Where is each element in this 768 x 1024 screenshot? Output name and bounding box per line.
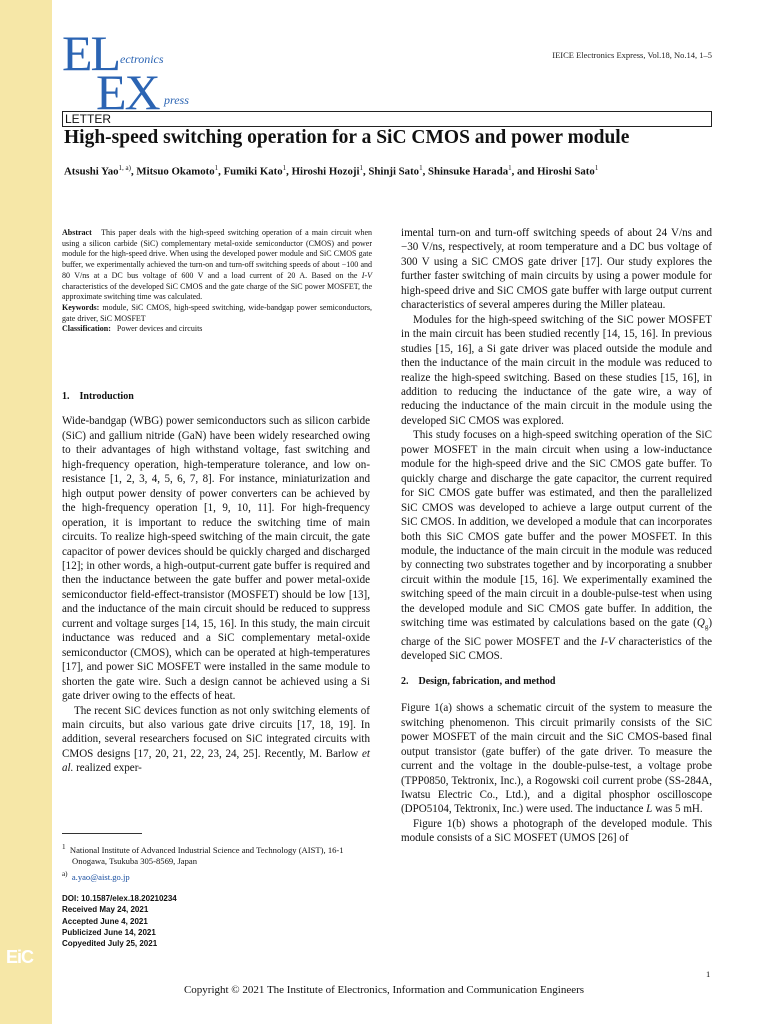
left-sidebar-band bbox=[0, 0, 52, 1024]
copyright-notice: Copyright © 2021 The Institute of Electronics, Information and Communication Engineers bbox=[183, 984, 585, 996]
footnote-affiliation: $^1$ National Institute of Advanced Industrial Science and Technology (AIST), 16-1 Onogawa, Tsukuba 305-8569, Japan bbox=[62, 843, 344, 866]
publicized-date: Publicized June 14, 2021 bbox=[62, 927, 156, 937]
paragraph: imental turn-on and turn-off switching speeds of about 24 V/ns and −30 V/ns, respectively, at room temperature and a DC bus voltage of 300 V using a SiC CMOS gate driver [17]. Our study explores the further faster switching of main circuits by using a power module for high-speed drive and SiC CMOS gate buffer with large output current characteristics of several amperes during the Miller plateau. bbox=[401, 227, 712, 312]
publication-dates bbox=[62, 893, 177, 949]
author-separator: , bbox=[218, 165, 224, 178]
footnotes bbox=[62, 842, 372, 883]
author-separator: , bbox=[422, 165, 428, 178]
paragraph: Modules for the high-speed switching of the SiC power MOSFET in the main circuit has been studied recently [14, 15, 16]. In previous studies [15, 16], a Si gate driver was placed outside the module and then the inductance of the main circuit in the module was reduced to realize the high-speed switching. Based on these studies [15, 16], in addition to reducing the inductance of the gate wire, a way of reducing the inductance of the main circuit in the module using the developed SiC CMOS was explored. bbox=[401, 313, 712, 427]
abstract-block bbox=[62, 228, 372, 335]
doi-link[interactable]: DOI: 10.1587/elex.18.20210234 bbox=[62, 894, 177, 903]
paragraph: Wide-bandgap (WBG) power semiconductors such as silicon carbide (SiC) and gallium nitride (GaN) have been widely researched owing to their advantages of high withstand voltage, fast switching and high-frequency operation, high-temperature tolerance, and low on-resistance [1, 2, 3, 4, 5, 6, 7, 8]. For instance, miniaturization and high output power density of power converters can be achieved by the high-frequency operation [1, 9, 10, 11]. For high-frequency operation, it is important to reduce the switching time of main circuits. To realize high-speed switching of the main circuit, the gate capacitor of power devices should be quickly charged and discharged [12]; in other words, a high-output-current gate buffer is required and then the inductance between the gate buffer and power metal-oxide semiconductor field-effect-transistor (MOSFET) should be low [13], and the inductance of the main circuit should be reduced to suppress current and voltage surges [14, 15, 16]. In this study, the main circuit inductance was reduced and a SiC complementary metal-oxide semiconductor (CMOS), which can be operated at high-temperatures [17], and power SiC MOSFET were installed in the same module to shorten the gate wire. Such a design cannot be achieved using a Si gate driver owing to the effects of heat. bbox=[62, 415, 370, 703]
logo-el: EL bbox=[62, 25, 120, 81]
section-heading: 2. Design, fabrication, and method bbox=[401, 675, 556, 687]
copyedited-date: Copyedited July 25, 2021 bbox=[62, 939, 158, 949]
author-affiliation-mark: 1, a) bbox=[118, 164, 131, 172]
author-list bbox=[64, 164, 744, 178]
page-number: 1 bbox=[706, 969, 711, 979]
paragraph: The recent SiC devices function as not only switching elements of main circuits, but also various gate drive circuits [17, 18, 19]. In addition, several researchers focused on SiC integrated circuits with CMOS designs [17, 20, 21, 22, 23, 24, 25]. Recently, M. Barlow et al. realized exper- bbox=[62, 704, 370, 775]
author-name: Shinsuke Harada bbox=[427, 165, 509, 178]
author-affiliation-mark: 1 bbox=[419, 164, 423, 172]
paragraph: This study focuses on a high-speed switching operation of the SiC power MOSFET in the main circuit when using a low-inductance module for the high-speed drive and the SiC CMOS gate buffer. To quickly charge and discharge the gate capacitor, the current required for SiC CMOS gate buffer was estimated, and then the parallelized SiC CMOS was developed to achieve a large output current of the SiC CMOS. In addition, we developed a module that can incorporates both this SiC CMOS gate buffer and the power MOSFET. In this module, the inductance of the main circuit in the module was reduced by connecting two substrates together and by incorporating a snubber circuit within the module [15, 16]. We experimentally examined the switching speed of the main circuit in a double-pulse-test when using the developed module and SiC CMOS gate buffer. In addition, the switching time was estimated by calculations based on the gate $(Q_g)$ charge of the SiC power MOSFET and the I-V characteristics of the developed SiC CMOS. bbox=[401, 429, 712, 663]
logo-ectronics: ectronics bbox=[120, 52, 164, 66]
author-name: Hiroshi Hozoji bbox=[291, 165, 360, 178]
author-separator: , bbox=[362, 165, 369, 178]
author-separator: , bbox=[286, 165, 292, 178]
footnote-email: $^{a)}$ a.yao@aist.go.jp bbox=[62, 869, 130, 882]
author-name: Shinji Sato bbox=[368, 165, 420, 178]
right-column bbox=[401, 226, 712, 846]
classification-label: Classification: bbox=[62, 324, 111, 334]
author-affiliation-mark: 1 bbox=[594, 164, 599, 172]
paper-title: High-speed switching operation for a SiC CMOS and power module bbox=[64, 127, 630, 148]
author-separator: , bbox=[130, 165, 137, 178]
abstract-text-end: characteristics of the developed SiC CMOS and the gate charge of the SiC power MOSFET, the approximate switching time was calculated. bbox=[62, 281, 372, 302]
logo-press: press bbox=[164, 93, 189, 107]
email-link[interactable]: a.yao@aist.go.jp bbox=[71, 871, 130, 882]
logo-ex: EX bbox=[96, 64, 159, 120]
paragraph: Figure 1(b) shows a photograph of the developed module. This module consists of a SiC MOSFET (UMOS [26] of bbox=[401, 817, 712, 845]
paragraph: Figure 1(a) shows a schematic circuit of the system to measure the switching phenomenon. This circuit primarily consists of the SiC power MOSFET of the main circuit and the SiC CMOS-based final output transistor (gate buffer) of the gate driver. To measure the current and the voltage in the double-pulse-test, a voltage probe (TPP0850, Tektronix, Inc.), a Rogowski coil current probe (SS-284A, Iwatsu Electric Co., Ltd.), and a digital phosphor oscilloscope (DPO5104, Tektronix, Inc.) were used. The inductance L was 5 mH. bbox=[401, 702, 712, 816]
article-type-label: LETTER bbox=[62, 111, 712, 127]
author-name: Fumiki Kato bbox=[223, 165, 283, 178]
author-affiliation-mark: 1 bbox=[359, 164, 363, 172]
author-name: Mitsuo Okamoto bbox=[136, 165, 215, 178]
abstract-iv: I-V bbox=[361, 270, 372, 280]
author-affiliation-mark: 1 bbox=[508, 164, 512, 172]
keywords-text: module, SiC CMOS, high-speed switching, wide-bandgap power semiconductors, gate driver, SiC MOSFET bbox=[62, 302, 372, 323]
author-affiliation-mark: 1 bbox=[214, 164, 219, 172]
eic-logo: EiC bbox=[6, 947, 34, 967]
abstract-text: This paper deals with the high-speed switching operation of a main circuit when using a silicon carbide (SiC) complementary metal-oxide semiconductor (CMOS) and power module for the high-speed drive. When using the developed power module and SiC CMOS gate buffer, we experimentally achieved the turn-on and turn-off switching speeds of about −100 and 80 V/ns at a DC bus voltage of 600 V and a load current of 20 A. Based on the bbox=[62, 228, 372, 280]
footnote-divider bbox=[62, 833, 142, 834]
received-date: Received May 24, 2021 bbox=[62, 905, 149, 915]
author-separator: , and bbox=[511, 165, 538, 178]
journal-info: IEICE Electronics Express, Vol.18, No.14, 1–5 bbox=[552, 50, 712, 60]
classification-text: Power devices and circuits bbox=[116, 324, 203, 334]
author-name: Atsushi Yao bbox=[64, 165, 119, 178]
left-column bbox=[62, 390, 370, 776]
abstract-label: Abstract bbox=[62, 228, 92, 237]
section-heading: 1. Introduction bbox=[62, 391, 134, 402]
author-affiliation-mark: 1 bbox=[282, 164, 287, 172]
author-name: Hiroshi Sato bbox=[537, 165, 595, 178]
accepted-date: Accepted June 4, 2021 bbox=[62, 916, 148, 926]
keywords-label: Keywords: bbox=[62, 302, 100, 312]
